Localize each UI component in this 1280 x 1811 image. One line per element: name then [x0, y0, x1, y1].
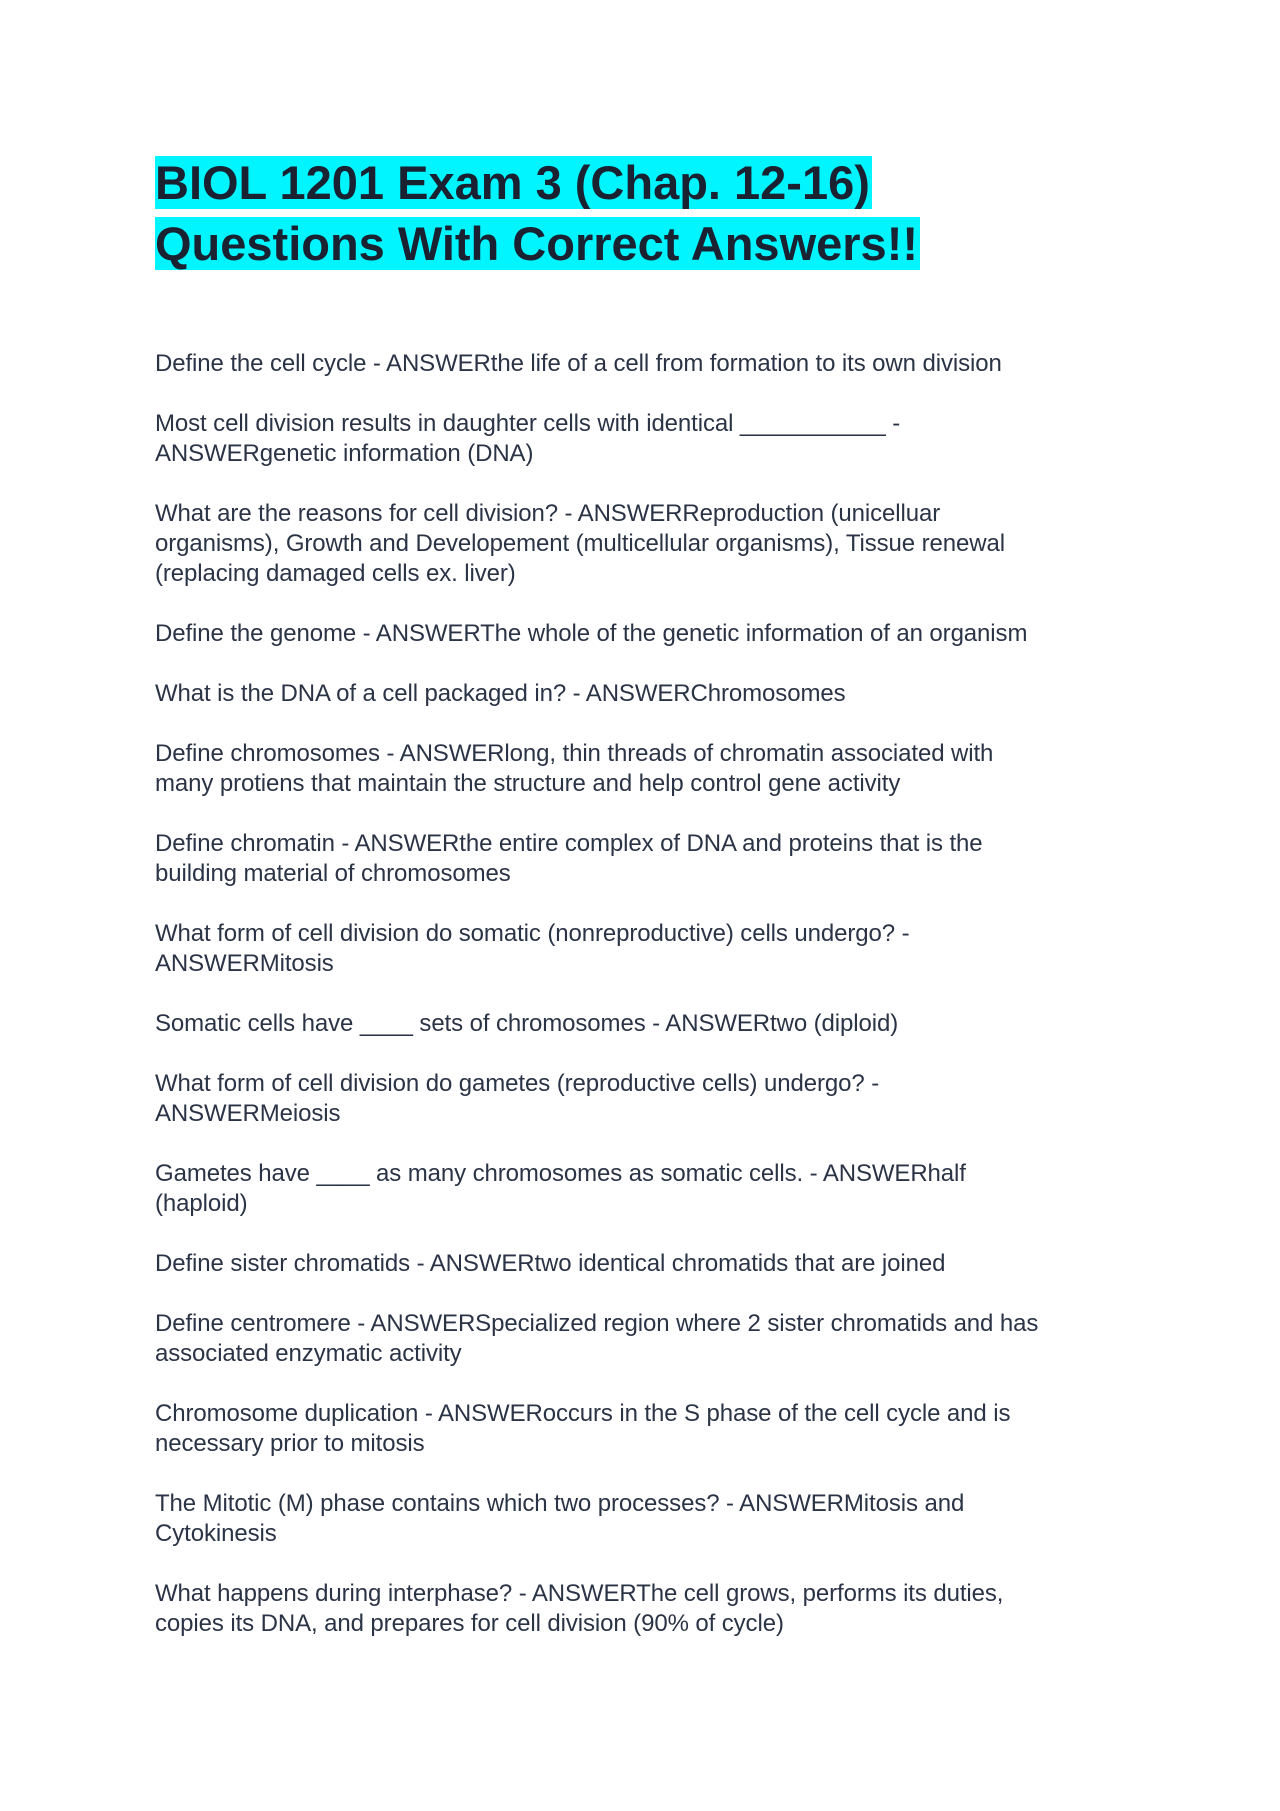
qa-item: Define chromatin - ANSWERthe entire complex of DNA and proteins that is the building material of chromosomes — [155, 830, 983, 887]
qa-item: Define centromere - ANSWERSpecialized region where 2 sister chromatids and has associated enzymatic activity — [155, 1310, 1039, 1367]
qa-item: Define chromosomes - ANSWERlong, thin threads of chromatin associated with many protiens that maintain the structure and help control gene activity — [155, 740, 994, 797]
qa-list — [155, 349, 1135, 1639]
qa-item: What form of cell division do gametes (reproductive cells) undergo? - ANSWERMeiosis — [155, 1070, 880, 1127]
qa-item: The Mitotic (M) phase contains which two processes? - ANSWERMitosis and Cytokinesis — [155, 1490, 965, 1547]
qa-item: Define the cell cycle - ANSWERthe life of a cell from formation to its own division — [155, 350, 1002, 377]
document-title-line-2: Questions With Correct Answers!! — [155, 217, 918, 270]
qa-item: Define sister chromatids - ANSWERtwo identical chromatids that are joined — [155, 1250, 946, 1277]
qa-item: What happens during interphase? - ANSWERThe cell grows, performs its duties, copies its DNA, and prepares for cell division (90% of cycle) — [155, 1580, 1004, 1637]
qa-item: What are the reasons for cell division? - ANSWERReproduction (unicelluar organisms), Growth and Developement (multicellular organisms), Tissue renewal (replacing damaged cells ex. liver) — [155, 500, 1005, 587]
qa-item: Somatic cells have ____ sets of chromosomes - ANSWERtwo (diploid) — [155, 1010, 899, 1037]
qa-item: What form of cell division do somatic (nonreproductive) cells undergo? - ANSWERMitosis — [155, 920, 910, 977]
qa-item: Most cell division results in daughter cells with identical ___________ - ANSWERgenetic information (DNA) — [155, 410, 901, 467]
qa-item: Gametes have ____ as many chromosomes as somatic cells. - ANSWERhalf (haploid) — [155, 1160, 966, 1217]
document-title — [155, 152, 1135, 274]
qa-item: What is the DNA of a cell packaged in? - ANSWERChromosomes — [155, 680, 846, 707]
document-title-line-1: BIOL 1201 Exam 3 (Chap. 12-16) — [155, 156, 870, 209]
qa-item: Chromosome duplication - ANSWERoccurs in the S phase of the cell cycle and is necessary prior to mitosis — [155, 1400, 1011, 1457]
document-page — [155, 152, 1135, 1669]
qa-item: Define the genome - ANSWERThe whole of the genetic information of an organism — [155, 620, 1028, 647]
